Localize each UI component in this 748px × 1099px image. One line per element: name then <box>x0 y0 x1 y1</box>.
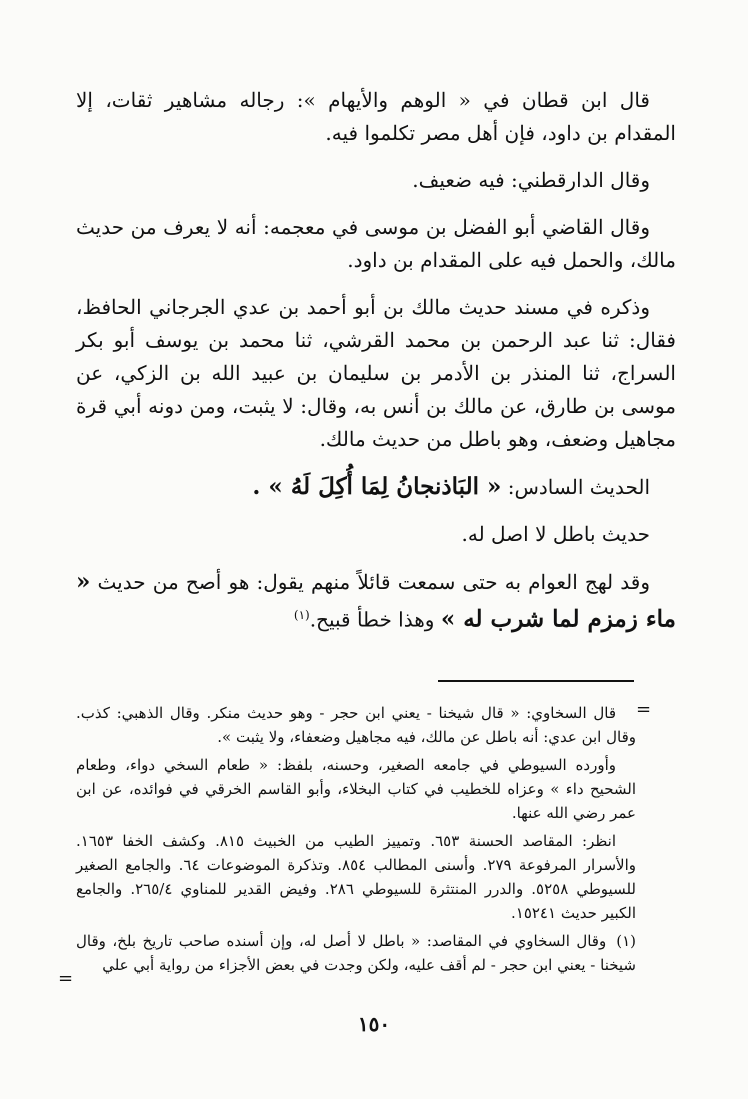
continuation-mark-top: = <box>636 699 652 720</box>
paragraph-2: وقال الدارقطني: فيه ضعيف. <box>412 168 650 192</box>
footnote-ref: (١) <box>293 608 310 622</box>
hadith-zamzam: « ماء زمزم لما شرب له » <box>76 568 676 633</box>
note-3: انظر: المقاصد الحسنة ٦٥٣. وتمييز الطيب من الخبيث ٨١٥. وكشف الخفا ١٦٥٣. والأسرار المرفوعة ٢٧٩. وأسنى المطالب ٨٥٤. وتذكرة الموضوعات ٦٤. والجامع الصغير للسيوطي ٥٢٥٨. والدرر المنتثرة للسيوطي ٢٨٦. وفيض القدير للمناوي ٢٦٥/٤. والجامع الكبير حديث ١٥٢٤١. <box>76 832 636 922</box>
paragraph-6: حديث باطل لا اصل له. <box>461 522 650 546</box>
page-number: ١٥٠ <box>357 1012 391 1036</box>
footnotes <box>76 701 636 981</box>
paragraph-4: وذكره في مسند حديث مالك بن أبو أحمد بن عدي الجرجاني الحافظ، فقال: ثنا عبد الرحمن بن محمد القرشي، ثنا محمد بن يوسف أبو بكر السراج، ثنا المنذر بن الأدمر بن سليمان بن عبيد الله بن الزكي، عن موسى بن طارق، عن مالك بن أنس به، وقال: لا يثبت، ومن دونه أبي قرة مجاهيل وضعف، وهو باطل من حديث مالك. <box>76 295 677 451</box>
paragraph-3: وقال القاضي أبو الفضل بن موسى في معجمه: أنه لا يعرف من حديث مالك، والحمل فيه على المقدام بن داود. <box>76 215 676 272</box>
footnote-divider <box>438 680 634 682</box>
note-2: وأورده السيوطي في جامعه الصغير، وحسنه، بلفظ: « طعام السخي دواء، وطعام الشحيح داء » وعزاه للخطيب في كتاب البخلاء، وأبو القاسم الخرقي في فوائده، عن ابن عمر رضي الله عنها. <box>76 756 636 822</box>
paragraph-1: قال ابن قطان في « الوهم والأيهام »: رجاله مشاهير ثقات، إلا المقدام بن داود، فإن أهل مصر تكلموا فيه. <box>76 88 676 145</box>
continuation-mark-bottom: = <box>58 968 74 989</box>
footnote-number: (١) <box>616 932 636 950</box>
footnote-1-text: وقال السخاوي في المقاصد: « باطل لا أصل له، وإن أسنده صاحب تاريخ بلخ، وقال شيخنا - يعني ابن حجر - لم أقف عليه، ولكن وجدت في بعض الأجزاء من رواية أبي علي <box>76 932 636 974</box>
paragraph-5 <box>76 470 676 504</box>
paragraph-7-end: وهذا خطأ قبيح. <box>309 607 435 632</box>
hadith-heading: الحديث السادس: <box>507 475 650 499</box>
hadith-text: « البَاذنجانُ لِمَا أُكِلَ لَهُ » . <box>252 473 502 500</box>
paragraph-7 <box>76 565 676 637</box>
paragraph-7-text: وقد لهج العوام به حتى سمعت قائلاً منهم يقول: هو أصح من حديث <box>97 570 651 594</box>
footnote-1 <box>76 929 636 977</box>
main-text <box>76 84 676 651</box>
note-1: قال السخاوي: « قال شيخنا - يعني ابن حجر - وهو حديث منكر. وقال الذهبي: كذب. وقال ابن عدي: أنه باطل عن مالك، فيه مجاهيل وضعفاء، ولا يثبت ». <box>76 704 636 746</box>
